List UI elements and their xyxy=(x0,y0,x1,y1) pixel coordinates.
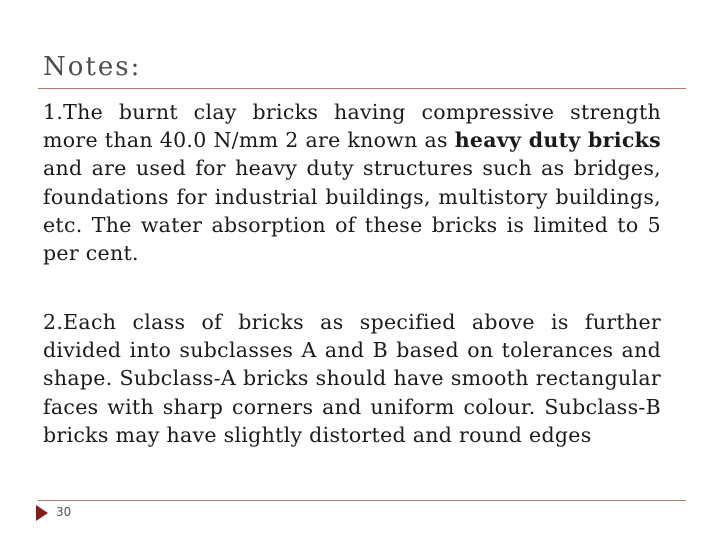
play-arrow-icon xyxy=(36,505,48,521)
slide-title: Notes: xyxy=(43,52,142,82)
note-1-text-end: and are used for heavy duty structures such as bridges, foundations for industrial buildings, multistory buildings, etc. The water absorption of these bricks is limited to 5 per cent. xyxy=(43,156,661,266)
page-number: 30 xyxy=(56,505,72,519)
note-paragraph-2: 2.Each class of bricks as specified above is further divided into subclasses A and B based on tolerances and shape. Subclass-A bricks should have smooth rectangular faces with sharp corners and uniform colour. Subclass-B bricks may have slightly distorted and round edges xyxy=(43,310,661,447)
note-1-bold-term: heavy duty bricks xyxy=(454,128,661,153)
footer-divider xyxy=(38,500,686,501)
note-paragraph-1 xyxy=(43,98,661,267)
title-divider xyxy=(38,88,686,89)
note-1-text-start: 1.The burnt clay bricks having compressive strength more than 40.0 N/mm 2 are known as xyxy=(43,100,661,153)
